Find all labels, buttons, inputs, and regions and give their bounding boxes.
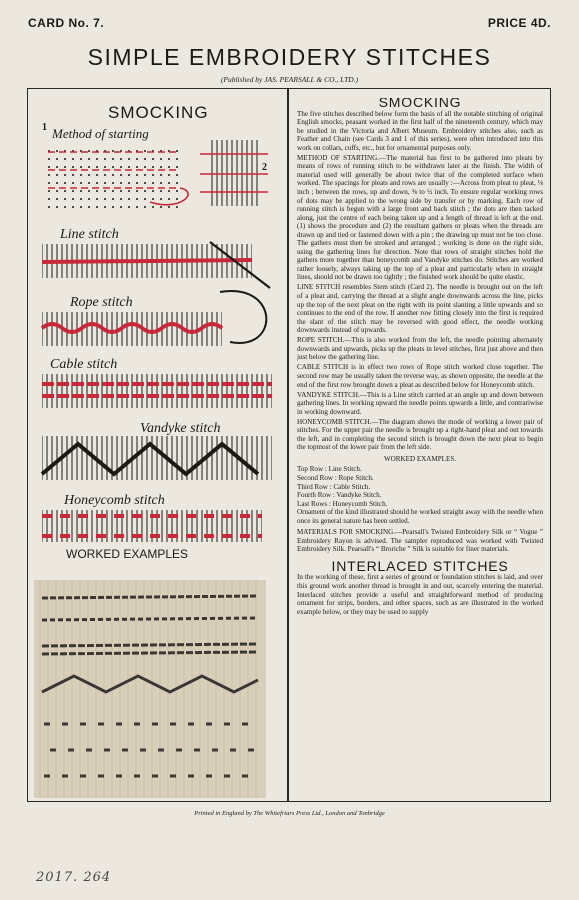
materials-paragraph: MATERIALS FOR SMOCKING.—Pearsall's Twisted Embroidery Silk or “ Vogue ” Embroidery Rayon is advised. The sampler reproduced was worked with Twisted Embroidery Silk. Pearsall's “ Broriche ” Silk is suitable for finer materials. bbox=[297, 528, 543, 554]
column-divider bbox=[287, 88, 289, 802]
method-of-starting-label: Method of starting bbox=[52, 126, 149, 141]
line-stitch-label: Line stitch bbox=[60, 227, 119, 242]
list-item: Top Row : Line Stitch. bbox=[297, 465, 362, 474]
interlaced-section-heading: INTERLACED STITCHES bbox=[331, 557, 509, 574]
gathered-pleats bbox=[208, 140, 260, 206]
card-header bbox=[28, 16, 551, 32]
worked-examples-label: WORKED EXAMPLES bbox=[66, 547, 189, 561]
rope-stitch-label: Rope stitch bbox=[70, 295, 133, 310]
honeycomb-stitch-paragraph: HONEYCOMB STITCH.—The diagram shows the mode of working a lower pair of stitches. For the upper pair the needle is brought up a right-hand pleat and out towards the left, and in completing the second stitch is brought down the next pleat to begin the topmost of the lower pair from the left side. bbox=[297, 417, 543, 452]
list-item: Last Rows : Honeycomb Stitch. bbox=[297, 499, 388, 508]
honeycomb-stitch-label: Honeycomb stitch bbox=[64, 493, 165, 508]
card-number: CARD No. 7. bbox=[28, 16, 105, 30]
intro-paragraph: The five stitches described below form the basis of all the notable stitching of original English smocks, peasant worked in the first half of the nineteenth century, which may be studied in the Victoria and Albert Museum. Embroidery stitches also, such as Feather and Chain (see Cards 3 and 1 of this series), were often introduced into this work on collars, cuffs, etc., but for ornamental purposes only. bbox=[297, 109, 543, 152]
worked-examples-heading: WORKED EXAMPLES. bbox=[383, 454, 457, 463]
dot-grid bbox=[48, 144, 178, 210]
publisher-line: (Published by JAS. PEARSALL & CO., LTD.) bbox=[220, 75, 359, 84]
worked-sampler-photo bbox=[34, 580, 266, 798]
cable-stitch-pleats bbox=[42, 374, 272, 408]
smocking-section-heading: SMOCKING bbox=[378, 98, 462, 110]
rope-loop-thread bbox=[220, 291, 266, 343]
smocking-illustration bbox=[30, 92, 284, 562]
method-paragraph: METHOD OF STARTING.—The material has first to be gathered into pleats by means of rows of running stitch to be withdrawn later at the finish. The width of material used will generally be about twice that of the completed surface when worked. The spacings for pleats and rows are usually :—Across from pleat to pleat, ⅛ inch ; between the rows, up and down, ⅜ to ½ inch. To ensure regular working rows of dots may be applied to the wrong side by transfer or by marking. Each row of running stitch is begun with a large front and back stitch ; the dots are then tacked along, just the centre of each being taken up and a length of thread is left at the end. (1) shows the procedure and (2) the resultant gathers or pleats when the threads are drawn up and tied or fastened down with a pin ; the drawing up must not be too close. The gathers must then be stroked and arranged ; working is done on the right side, using the gathering lines for direction. Note that rows of straight stitches hold the gathers more together than honeycomb and Vandyke stitches do. Stitches are worked rather loosely, always taking up the top of a pleat and particularly when in straight lines, should not be drawn too tightly ; the finished work should be quite elastic. bbox=[297, 153, 543, 282]
worked-note-paragraph: Ornament of the kind illustrated should be worked straight away with the needle when once its general nature has been settled. bbox=[297, 508, 543, 525]
printer-footer: Printed in England by The Whitefriars Press Ltd., London and Tonbridge bbox=[194, 810, 385, 817]
worked-examples-list bbox=[297, 465, 543, 508]
cable-stitch-paragraph: CABLE STITCH is in effect two rows of Rope stitch worked close together. The second row may be usually taken the reverse way, as shown opposite, the needle at the end of the first row brought down a pleat as described below for Honeycomb stitch. bbox=[297, 363, 543, 389]
rope-stitch-paragraph: ROPE STITCH.—This is also worked from the left, the needle pointing alternately downwards and upwards, picks up the pleats in level stitches, first just above and then just below the gathering line. bbox=[297, 336, 543, 362]
card-price: PRICE 4D. bbox=[487, 16, 551, 30]
vandyke-stitch-paragraph: VANDYKE STITCH.—This is a Line stitch carried at an angle up and down between gathering lines. In working upward the needle points upwards a little, and contrariwise in working downward. bbox=[297, 390, 543, 416]
sampler-image bbox=[34, 580, 266, 798]
list-item: Fourth Row : Vandyke Stitch. bbox=[297, 491, 382, 500]
list-item: Third Row : Cable Stitch. bbox=[297, 482, 371, 491]
vandyke-stitch-label: Vandyke stitch bbox=[140, 421, 221, 436]
step-2-label: 2 bbox=[262, 162, 267, 173]
rope-stitch-pleats bbox=[42, 312, 222, 346]
line-stitch-thread bbox=[42, 260, 252, 262]
smocking-heading: SMOCKING bbox=[108, 103, 209, 122]
cable-stitch-label: Cable stitch bbox=[50, 357, 118, 372]
step-1-label: 1 bbox=[42, 122, 47, 133]
handwritten-accession-number: 2017. 264 bbox=[36, 870, 112, 885]
interlaced-paragraph: In the working of these, first a series of ground or foundation stitches is laid, and over this ground work another thread is brought in and out, scarcely entering the material. Interlaced stitches provide a useful and straightforward method of producing ornament for strips, borders, and other spaces, such as are illustrated in the worked example below, or they may be used to supply bbox=[297, 573, 543, 616]
line-stitch-paragraph: LINE STITCH resembles Stem stitch (Card 2). The needle is brought out on the left of a pleat and, carrying the thread at a slight angle downwards across the line, picks up the top of the next pleat on the right with its point slanting a little upwards and so continues to the end of the row. If another row fitting closely into the first is required the slant of the stitch may be reversed with good effect, the needle working downwards instead of upwards. bbox=[297, 283, 543, 335]
instructions-column bbox=[297, 98, 543, 798]
list-item: Second Row : Rope Stitch. bbox=[297, 473, 374, 482]
stitch-diagram bbox=[30, 92, 284, 562]
page-title: SIMPLE EMBROIDERY STITCHES bbox=[87, 44, 492, 70]
